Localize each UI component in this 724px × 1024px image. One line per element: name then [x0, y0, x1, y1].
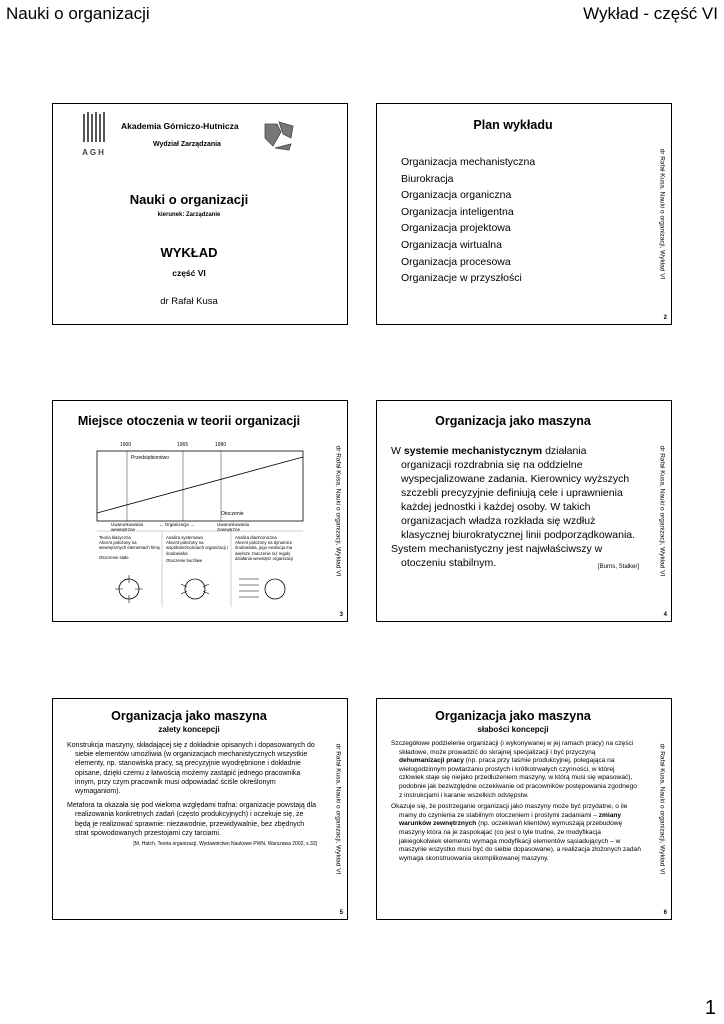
paragraph: Okazuje się, że postrzeganie organizacji jako maszyny może być przydatne, o ile mamy do czynienia ze stabilnym otoczeniem i prostymi zadaniami – zmiany warunków zewnętrznych (np. oczekiwań klientów) wymuszają przebudowę maszyny która na je zaspokajać (co jest o tyle trudne, że modyfikacja jakiegokolwiek elementu wymaga modyfikacji elementów sąsiadujących – w maszynie wszystko musi być do siebie dopasowane), a realizacja złożonych zadań wymaga skonstruowania skomplikowanej maszyny.: [391, 803, 641, 862]
paragraph: System mechanistyczny jest najwłaściwszy w otoczeniu stabilnym. [Burns, Stalker]: [391, 542, 639, 570]
slide-subtitle: słabości koncepcji: [477, 725, 549, 734]
list-item: Organizacja projektowa: [401, 222, 511, 235]
side-label: dr Rafał Kusa, Nauki o organizacji, Wykład VI: [658, 148, 666, 280]
list-item: Organizacja wirtualna: [401, 238, 502, 251]
slide-body: [377, 740, 649, 863]
field-of-study: kierunek: Zarządzanie: [157, 212, 221, 218]
slide-number: 4: [663, 612, 667, 618]
slide-body: [377, 444, 649, 570]
axis-mid-label: ← Organizacja →: [159, 522, 195, 527]
slide-number: 6: [663, 910, 667, 916]
paragraph: W systemie mechanistycznym działania organizacji rozdrabnia się na oddzielne wyspecjalizowane zadania. Kierownicy wyższych szczebli precyzyjnie definiują cele i uprawnienia każdej jednostki i każdej osoby. W takich organizacjach władza rozkłada się wzdłuż klasycznej biurokratycznej linii podporządkowania.: [391, 445, 636, 541]
enterprise-label: Przedsiębiorstwo: [131, 455, 170, 461]
course-title: Nauki o organizacji: [129, 192, 249, 207]
lecture-label: WYKŁAD: [160, 245, 218, 260]
faculty-name: Wydział Zarządzania: [153, 141, 221, 148]
slide-body: [53, 741, 325, 849]
slide-4: [376, 400, 672, 622]
list-item: Organizacje w przyszłości: [401, 272, 522, 285]
column-classic: Teoria klasyczna Akcent położony na wewnętrznych elementach firmy Otoczenie stałe: [99, 535, 161, 560]
header-right: Wykład - część VI: [583, 4, 718, 23]
agh-logo-text: AGH: [82, 148, 106, 157]
lecture-part: część VI: [172, 268, 206, 278]
faculty-logo-icon: [261, 118, 297, 152]
side-label: dr Rafał Kusa, Nauki o organizacji, Wykład VI: [334, 743, 342, 875]
slide-number: 3: [339, 612, 343, 618]
citation: [Burns, Stalker]: [597, 564, 639, 570]
university-name: Akademia Górniczo-Hutnicza: [121, 121, 239, 131]
environment-label: Otoczenie: [221, 511, 244, 517]
column-system: Analiza systemowa Akcent położony na współzależnościach organizacji i środowiska Otoczenie burzliwe: [166, 535, 228, 563]
slide-title: Organizacja jako maszyna: [111, 709, 267, 723]
slide-number: 2: [663, 315, 667, 321]
slide-title: Miejsce otoczenia w teorii organizacji: [77, 414, 301, 428]
paragraph: Metafora ta okazała się pod wieloma względami trafna: organizacje powstają dla realizowania konkretnych zadań (często produkcyjnych) i oczekuje się, że będą je realizować sprawnie: niezawodnie, przewidywalnie, bez zbędnych strat spowodowanych przestojami czy tarciami.: [67, 802, 317, 837]
list-item: Organizacja inteligentna: [401, 205, 514, 218]
slide-title: Organizacja jako maszyna: [435, 709, 591, 723]
page-number: 1: [704, 997, 716, 1019]
slide-number: 5: [339, 910, 343, 916]
year-label: 1900: [120, 442, 132, 448]
side-label: dr Rafał Kusa, Nauki o organizacji, Wykład VI: [658, 445, 666, 577]
axis-right-label: Uwarunkowania zewnętrzne: [217, 522, 250, 532]
column-diachronic: Analiza diachroniczna Akcent położony na dynamice środowiska, jego ewolucja ma większe znaczenie niż reguły działania wewnątrz organizacji: [235, 535, 294, 561]
slide-title: Plan wykładu: [473, 118, 553, 132]
slide-3: [52, 400, 348, 622]
slide-2: [376, 103, 672, 325]
citation: [M. Hatch, Teoria organizacji, Wydawnictwo Naukowe PWN, Warszawa 2002, s.32]: [133, 841, 317, 848]
slide-6: [376, 698, 672, 920]
slide-title: Organizacja jako maszyna: [435, 414, 591, 428]
slide-1: [52, 103, 348, 325]
list-item: Organizacja procesowa: [401, 255, 511, 268]
list-item: Organizacja organiczna: [401, 189, 512, 202]
author: dr Rafał Kusa: [160, 296, 218, 307]
header-left: Nauki o organizacji: [6, 4, 150, 23]
slide-5: [52, 698, 348, 920]
slide-subtitle: zalety koncepcji: [158, 725, 220, 734]
year-label: 1990: [215, 442, 227, 448]
paragraph: Konstrukcja maszyny, składającej się z dokładnie opisanych i dopasowanych do siebie elementów umożliwia (w organizacjach mechanistycznych wszystkie elementy, np. stanowiska pracy, są precyzyjnie wyodrębnione i dokładnie opisane, dzięki czemu z łatwością możemy zastąpić jednego pracownika innym, przy czym pracownik musi odpowiadać ściśle określonym wymaganiom).: [67, 742, 315, 796]
list-item: Biurokracja: [401, 172, 454, 185]
paragraph: Szczegółowe podzielenie organizacji (i wykonywanej w jej ramach pracy) na części składowe, może prowadzić do skrajnej specjalizacji i być przyczyną dehumanizacji pracy (np. praca przy taśmie produkcyjnej, polegająca na wielogodzinnym powtarzaniu prostych i krótkotrwałych czynności, w której człowiek staje się niejako przedłużeniem maszyny, w którą musi się wpasować), podobnie jak bezwzględne oczekiwanie od pracowników postępowania zgodnego z instrukcjami i karanie wszelkich odstępstw.: [391, 740, 637, 799]
year-label: 1965: [177, 442, 189, 448]
list-item: Organizacja mechanistyczna: [401, 156, 536, 168]
plan-list: [401, 154, 649, 287]
axis-left-label: Uwarunkowania wewnętrzne: [111, 522, 144, 532]
side-label: dr Rafał Kusa, Nauki o organizacji, Wykład VI: [334, 445, 342, 577]
side-label: dr Rafał Kusa, Nauki o organizacji, Wykład VI: [658, 743, 666, 875]
environment-diagram: [91, 439, 309, 609]
